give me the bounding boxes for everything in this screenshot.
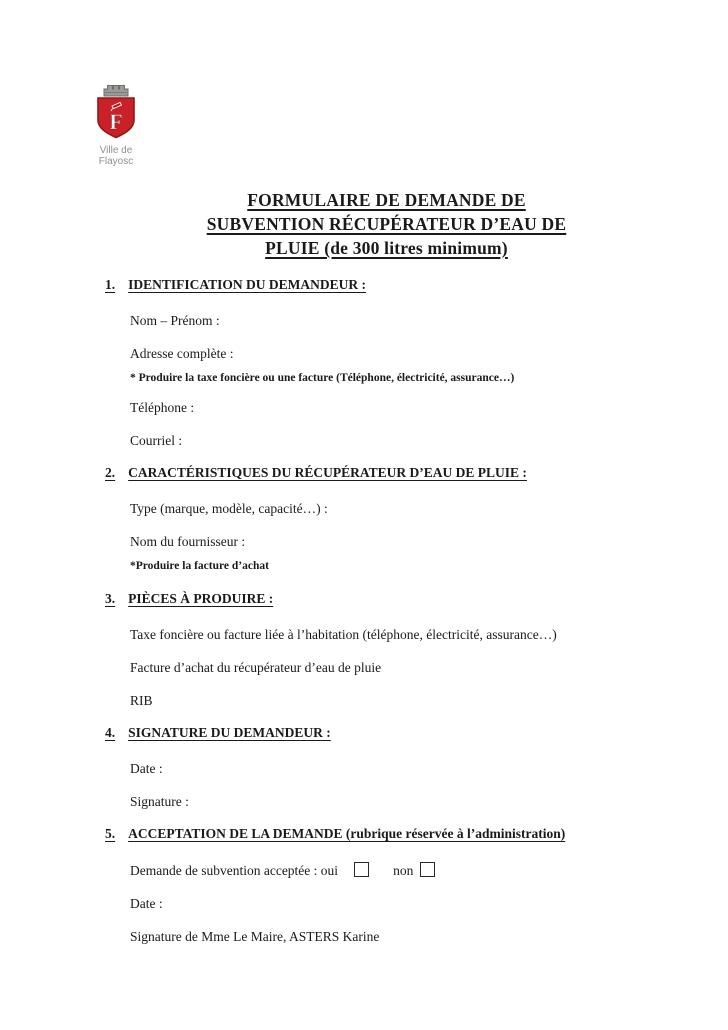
logo-caption-line2: Flayosc: [98, 156, 134, 167]
acceptance-yes-label: oui: [320, 863, 339, 878]
section-number: 4.: [105, 725, 116, 740]
acceptance-no-label: non: [393, 863, 414, 878]
form-body: [0, 188, 728, 945]
field-label-signature-maire: Signature de Mme Le Maire, ASTERS Karine: [130, 929, 380, 944]
section-heading-acceptation: [105, 825, 668, 842]
city-logo: [86, 84, 146, 167]
city-crest-icon: [93, 84, 139, 144]
acceptance-line: [130, 862, 668, 879]
form-title-line1: FORMULAIRE DE DEMANDE DE: [247, 190, 526, 210]
section-heading-signature-demandeur: [105, 724, 668, 741]
piece-rib: RIB: [130, 693, 153, 708]
acceptance-prefix: Demande de subvention acceptée :: [130, 863, 321, 878]
section-title: PIÈCES À PRODUIRE :: [128, 591, 274, 606]
section-number: 1.: [105, 277, 116, 292]
form-title: [105, 188, 668, 260]
svg-text:F: F: [109, 109, 123, 134]
section-heading-caracteristiques: [105, 464, 668, 481]
logo-caption-line1: Ville de: [99, 145, 133, 156]
note-facture-achat: *Produire la facture d’achat: [130, 560, 269, 572]
section-title: IDENTIFICATION DU DEMANDEUR :: [128, 277, 367, 292]
section-title: SIGNATURE DU DEMANDEUR :: [128, 725, 331, 740]
section-title: ACCEPTATION DE LA DEMANDE (rubrique réservée à l’administration): [128, 826, 566, 841]
section-title: CARACTÉRISTIQUES DU RÉCUPÉRATEUR D’EAU DE PLUIE :: [128, 465, 527, 480]
logo-caption: [86, 145, 146, 167]
field-label-date-demandeur: Date :: [130, 761, 163, 776]
note-taxe-fonciere: * Produire la taxe foncière ou une facture (Téléphone, électricité, assurance…): [130, 372, 515, 384]
section-number: 3.: [105, 591, 116, 606]
piece-facture-achat: Facture d’achat du récupérateur d’eau de pluie: [130, 660, 382, 675]
checkbox-non: [420, 862, 435, 877]
section-number: 5.: [105, 826, 116, 841]
checkbox-oui: [354, 862, 369, 877]
field-label-fournisseur: Nom du fournisseur :: [130, 534, 246, 549]
form-title-line2: SUBVENTION RÉCUPÉRATEUR D’EAU DE: [206, 214, 567, 234]
section-heading-identification: [105, 276, 668, 293]
field-label-signature-demandeur: Signature :: [130, 794, 189, 809]
field-label-nom-prenom: Nom – Prénom :: [130, 313, 220, 328]
field-label-telephone: Téléphone :: [130, 400, 195, 415]
field-label-adresse: Adresse complète :: [130, 346, 234, 361]
field-label-date-administration: Date :: [130, 896, 163, 911]
field-label-courriel: Courriel :: [130, 433, 183, 448]
form-title-line3: PLUIE (de 300 litres minimum): [265, 238, 508, 258]
piece-taxe-fonciere: Taxe foncière ou facture liée à l’habitation (téléphone, électricité, assurance…): [130, 627, 557, 642]
section-heading-pieces: [105, 590, 668, 607]
field-label-type: Type (marque, modèle, capacité…) :: [130, 501, 328, 516]
section-number: 2.: [105, 465, 116, 480]
